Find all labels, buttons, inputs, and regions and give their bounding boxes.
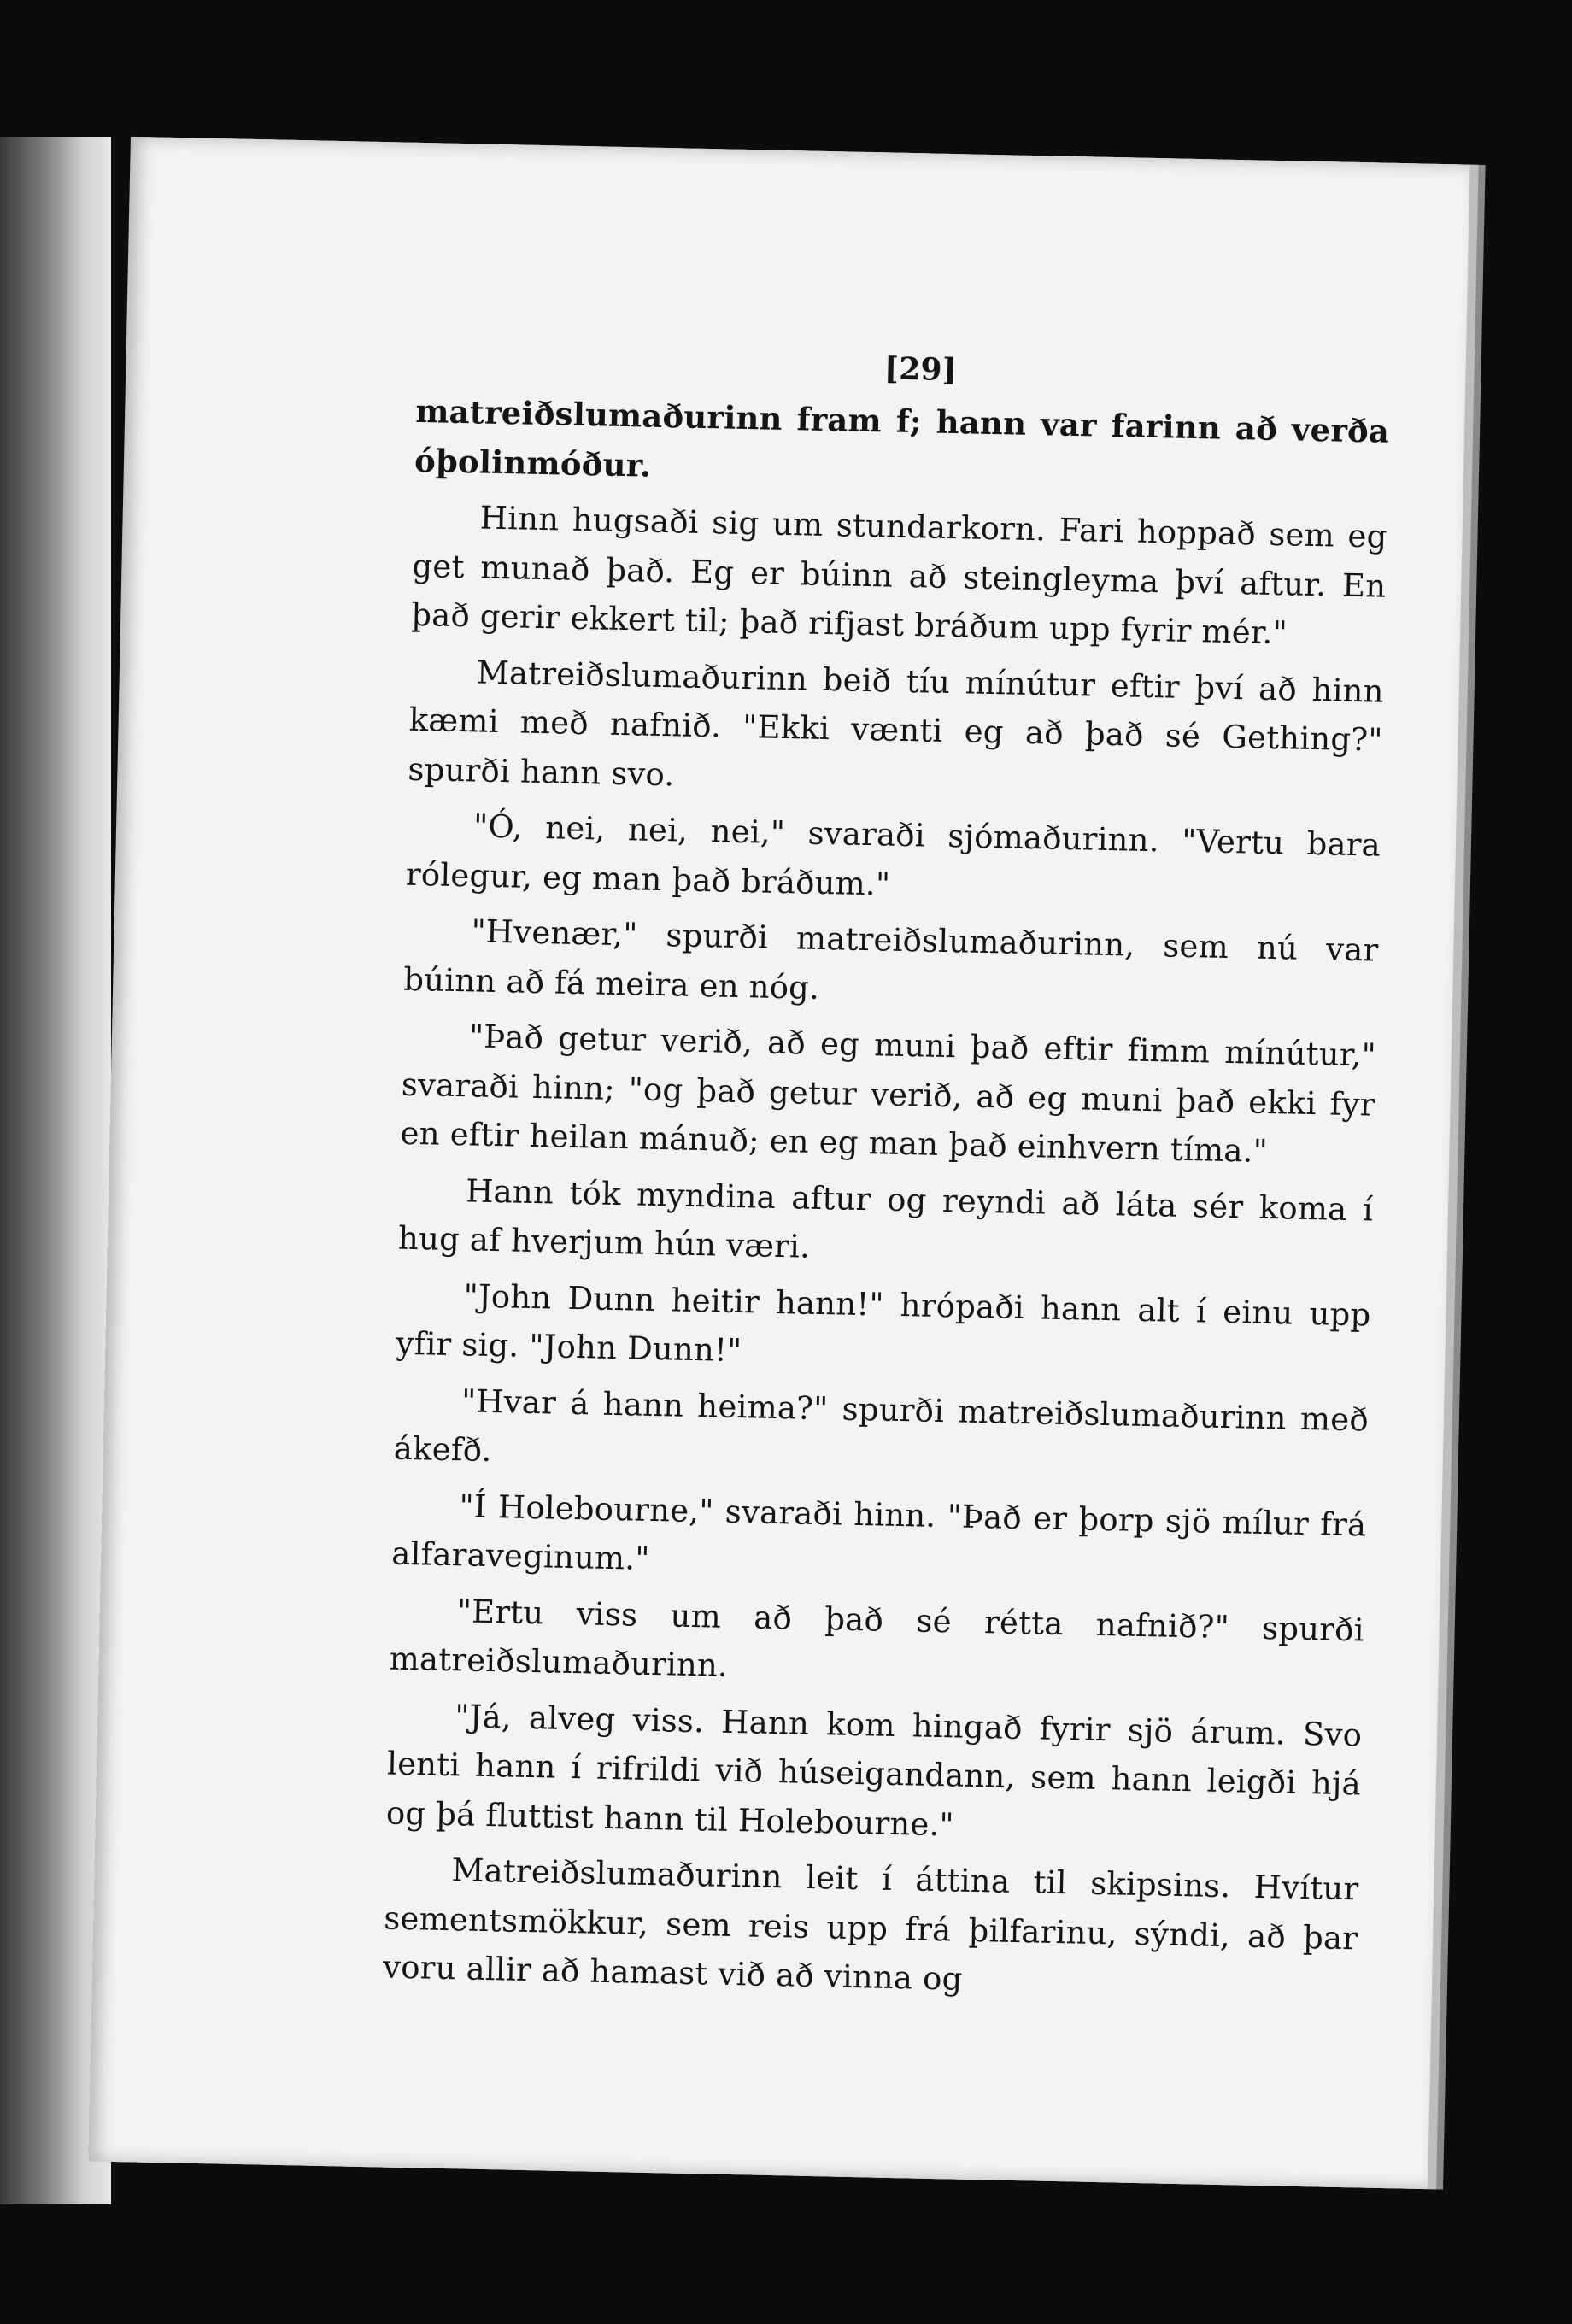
paragraph: Hann tók myndina aftur og reyndi að láta sér koma í hug af hverjum hún væri. [397, 1171, 1374, 1265]
page-text-block [383, 337, 1391, 2012]
page-number: [29] [883, 350, 958, 389]
paragraph: "Hvenær," spurði matreiðslumaðurinn, sem nú var búinn að fá meira en nóg. [402, 913, 1379, 1006]
paragraph: "Ertu viss um að það sé rétta nafnið?" spurði matreiðslumaðurinn. [389, 1592, 1365, 1684]
book-page [88, 137, 1469, 2189]
paragraph: "Í Holebourne," svaraði hinn. "Það er þorp sjö mílur frá alfaraveginum." [390, 1487, 1367, 1577]
paragraph: Matreiðslumaðurinn leit í áttina til skipsins. Hvítur sementsmökkur, sem reis upp frá þilfarinu, sýndi, að þar voru allir að hamast við að vinna og [382, 1852, 1359, 1998]
paragraph: "Ó, nei, nei, nei," svaraði sjómaðurinn. "Vertu bara rólegur, eg man það bráðum." [405, 807, 1381, 903]
paragraph: "John Dunn heitir hann!" hrópaði hann alt í einu upp yfir sig. "John Dunn!" [396, 1276, 1371, 1370]
paragraph: "Það getur verið, að eg muni það eftir fimm mínútur," svaraði hinn; "og það getur verið, að eg muni það ekki fyr en eftir heilan mánuð; en eg man það einhvern tíma." [400, 1018, 1377, 1170]
paragraph: "Hvar á hann heima?" spurði matreiðslumaðurinn með ákefð. [393, 1382, 1370, 1470]
paragraph: Hinn hugsaði sig um stundarkorn. Fari hoppað sem eg get munað það. Eg er búinn að steingleyma því aftur. En það gerir ekkert til; það rifjast bráðum upp fyrir mér." [410, 499, 1387, 652]
paragraph-continuation: matreiðslumaðurinn fram f; hann var farinn að verða óþolinmóður. [414, 391, 1390, 484]
paragraph: "Já, alveg viss. Hann kom hingað fyrir sjö árum. Svo lenti hann í rifrildi við húseigandann, sem hann leigði hjá og þá fluttist hann til Holebourne." [385, 1697, 1363, 1843]
paragraph: Matreiðslumaðurinn beið tíu mínútur eftir því að hinn kæmi með nafnið. "Ekki vænti eg að það sé Gething?" spurði hann svo. [408, 653, 1385, 793]
